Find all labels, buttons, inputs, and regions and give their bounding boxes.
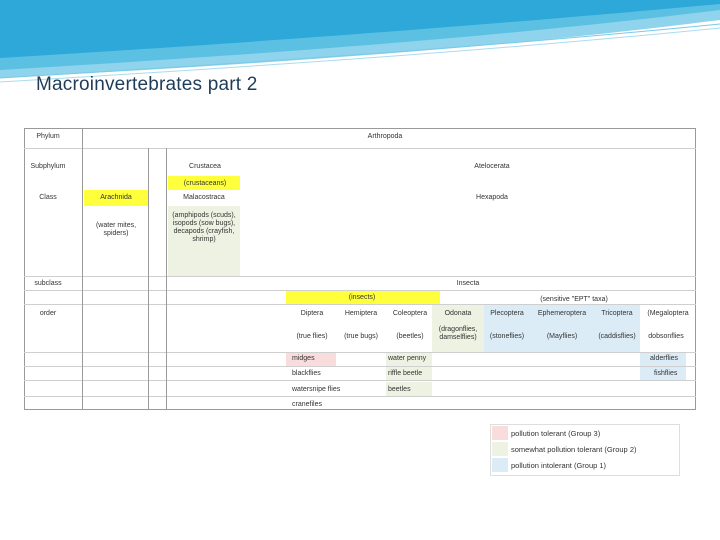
order-ephemeroptera: Ephemeroptera [537, 310, 587, 317]
subclass-ept-taxa: (sensitive "EPT" taxa) [540, 296, 608, 303]
row-label-class: Class [39, 194, 57, 201]
order-plecoptera: Plecoptera [490, 310, 524, 317]
order-coleoptera: Coleoptera [392, 310, 428, 317]
row-divider [24, 290, 696, 291]
order-ephemeroptera-common: (Mayflies) [546, 333, 578, 340]
order-odonata: Odonata [444, 310, 472, 317]
row-divider [24, 366, 696, 367]
order-plecoptera-common: (stoneflies) [489, 333, 525, 340]
diptera-item-watersnipe: watersnipe flies [292, 386, 341, 393]
column-divider [82, 128, 83, 410]
row-divider [24, 396, 696, 397]
order-tricoptera-common: (caddisflies) [598, 333, 636, 340]
phylum-value: Arthropoda [367, 133, 403, 140]
order-tricoptera: Tricoptera [601, 310, 633, 317]
subphylum-atelocerata: Atelocerata [474, 163, 510, 170]
row-divider [24, 276, 696, 277]
subclass-insecta: Insecta [456, 280, 480, 287]
class-arachnida-common: (water mites, spiders) [95, 222, 137, 237]
column-divider [166, 148, 167, 410]
row-divider [24, 304, 696, 305]
megaloptera-item-alderflies: alderflies [650, 355, 679, 362]
order-megaloptera-common: dobsonflies [648, 333, 684, 340]
class-malacostraca: Malacostraca [183, 194, 225, 201]
legend-label-intolerant: pollution intolerant (Group 1) [511, 461, 607, 470]
coleoptera-item-beetles: beetles [388, 386, 411, 393]
row-label-subclass: subclass [34, 280, 62, 287]
megaloptera-item-fishflies: fishflies [654, 370, 678, 377]
order-coleoptera-common: (beetles) [396, 333, 424, 340]
diptera-item-midges: midges [292, 355, 315, 362]
diptera-item-blackflies: blackflies [292, 370, 321, 377]
row-label-order: order [39, 310, 57, 317]
order-diptera: Diptera [300, 310, 324, 317]
class-arachnida: Arachnida [100, 194, 132, 201]
order-diptera-common: (true flies) [296, 333, 328, 340]
diptera-item-craneflies: cranefiles [292, 401, 322, 408]
subclass-insects-common: (insects) [348, 294, 376, 301]
order-hemiptera-common: (true bugs) [344, 333, 378, 340]
subphylum-crustacea: Crustacea [189, 163, 221, 170]
order-megaloptera: (Megaloptera [647, 310, 689, 317]
legend-label-somewhat-tolerant: somewhat pollution tolerant (Group 2) [511, 445, 637, 454]
row-divider [24, 380, 696, 381]
class-hexapoda: Hexapoda [476, 194, 508, 201]
coleoptera-item-riffle-beetle: riffle beetle [388, 370, 423, 377]
slide-title: Macroinvertebrates part 2 [36, 74, 258, 95]
column-divider [148, 148, 149, 410]
row-label-subphylum: Subphylum [30, 163, 66, 170]
legend-frame [490, 424, 680, 476]
row-label-phylum: Phylum [36, 133, 60, 140]
order-hemiptera: Hemiptera [344, 310, 378, 317]
taxonomy-table [24, 128, 696, 410]
row-divider [24, 148, 696, 149]
order-odonata-common: (dragonflies, damselflies) [438, 326, 478, 341]
legend-label-tolerant: pollution tolerant (Group 3) [511, 429, 601, 438]
class-malacostraca-common: (amphipods (scuds), isopods (sow bugs), decapods (crayfish, shrimp) [172, 212, 236, 243]
subphylum-crustacea-common: (crustaceans) [183, 180, 227, 187]
coleoptera-item-water-penny: water penny [388, 355, 427, 362]
row-divider [24, 352, 696, 353]
